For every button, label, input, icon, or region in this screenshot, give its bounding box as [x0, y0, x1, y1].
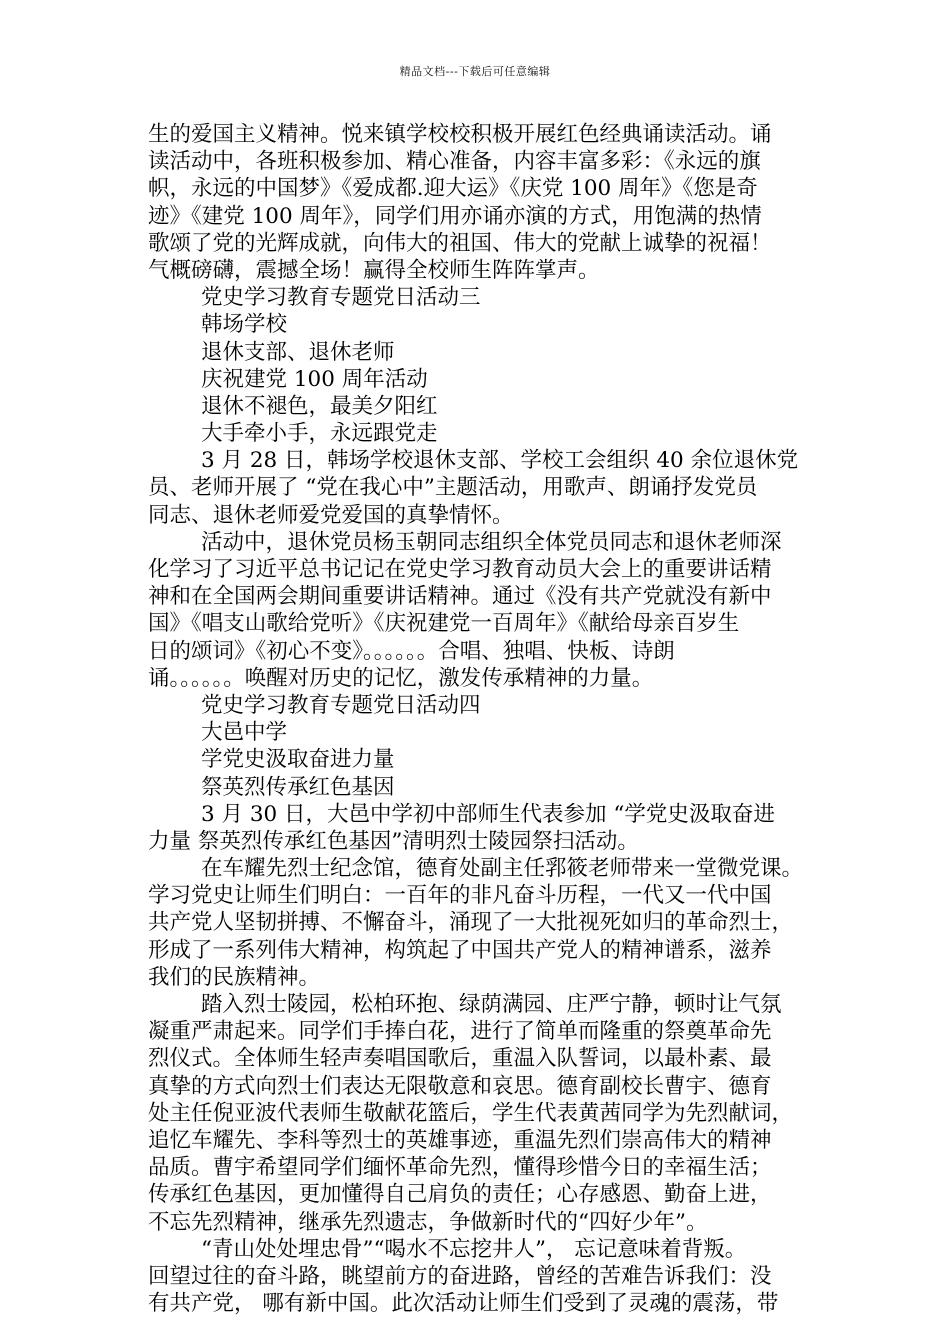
text-line: 党史学习教育专题党日活动三	[201, 285, 481, 311]
text-line: 形成了一系列伟大精神，构筑起了中国共产党人的精神谱系，滋养	[148, 937, 772, 963]
text-line: 凝重严肃起来。同学们手捧白花，进行了简单而隆重的祭奠革命先	[148, 1019, 772, 1045]
text-line: 化学习了习近平总书记记在党史学习教育动员大会上的重要讲话精	[148, 557, 772, 582]
text-line: 真挚的方式向烈士们表达无限敬意和哀思。德育副校长曹宇、德育	[148, 1073, 772, 1099]
text-line: 力量 祭英烈传承红色基因”清明烈士陵园祭扫活动。	[148, 828, 639, 854]
text-line: 共产党人坚韧拼搏、不懈奋斗，涌现了一大批视死如归的革命烈士，	[148, 910, 794, 936]
text-line: 处主任倪亚波代表师生敬献花篮后，学生代表黄茜同学为先烈献词，	[148, 1100, 794, 1126]
text-line: 同志、退休老师爱党爱国的真挚情怀。	[148, 502, 514, 528]
text-line: 读活动中，各班积极参加、精心准备，内容丰富多彩：《永远的旗	[148, 149, 761, 175]
text-line: 韩场学校	[201, 312, 288, 338]
text-line: “青山处处埋忠骨”“喝水不忘挖井人”， 忘记意味着背叛。	[201, 1236, 747, 1262]
text-line: 学习党史让师生们明白：一百年的非凡奋斗历程，一代又一代中国	[148, 883, 772, 909]
page-header: 精品文档---下载后可任意编辑	[399, 65, 551, 78]
text-line: 气概磅礴，震撼全场！赢得全校师生阵阵掌声。	[148, 257, 600, 283]
text-line: 有共产党， 哪有新中国。此次活动让师生们受到了灵魂的震荡，带	[148, 1291, 779, 1317]
text-line: 祭英烈传承红色基因	[201, 774, 395, 800]
text-line: 退休不褪色，最美夕阳红	[201, 393, 438, 419]
text-line: 烈仪式。全体师生轻声奏唱国歌后，重温入队誓词，以最朴素、最	[148, 1046, 772, 1072]
text-line: 品质。曹宇希望同学们缅怀革命先烈，懂得珍惜今日的幸福生活；	[148, 1155, 772, 1181]
text-line: 我们的民族精神。	[148, 964, 321, 990]
text-line: 传承红色基因，更加懂得自己肩负的责任；心存感恩、勤奋上进，	[148, 1182, 772, 1208]
text-line: 诵。。。。。。唤醒对历史的记忆，激发传承精神的力量。	[148, 665, 654, 691]
text-line: 回望过往的奋斗路，眺望前方的奋进路，曾经的苦难告诉我们：没	[148, 1263, 772, 1289]
text-line: 踏入烈士陵园，松柏环抱、绿荫满园、庄严宁静，顿时让气氛	[201, 992, 782, 1017]
text-line: 国》《唱支山歌给党听》《庆祝建党一百周年》《献给母亲百岁生	[148, 611, 740, 637]
text-line: 退休支部、退休老师	[201, 339, 395, 365]
document-body	[148, 121, 808, 1317]
text-line: 大手牵小手，永远跟党走	[201, 421, 438, 447]
text-line: 学党史汲取奋进力量	[201, 747, 395, 773]
text-line: 3 月 30 日，大邑中学初中部师生代表参加 “学党史汲取奋进	[201, 801, 775, 827]
text-line: 员、老师开展了 “党在我心中”主题活动，用歌声、朗诵抒发党员	[148, 475, 758, 501]
text-line: 歌颂了党的光辉成就，向伟大的祖国、伟大的党献上诚挚的祝福！	[148, 230, 772, 256]
text-line: 庆祝建党 100 周年活动	[201, 366, 428, 392]
text-line: 日的颂词》《初心不变》。。。。。。合唱、独唱、快板、诗朗	[148, 638, 675, 664]
text-line: 生的爱国主义精神。悦来镇学校校积极开展红色经典诵读活动。诵	[148, 122, 772, 147]
text-line: 迹》《建党 100 周年》，同学们用亦诵亦演的方式，用饱满的热情	[148, 203, 762, 229]
text-line: 党史学习教育专题党日活动四	[201, 692, 481, 718]
text-line: 在车耀先烈士纪念馆，德育处副主任郛筱老师带来一堂微党课。	[201, 856, 804, 882]
text-line: 不忘先烈精神，继承先烈遗志，争做新时代的“四好少年”。	[148, 1209, 708, 1235]
text-line: 3 月 28 日，韩场学校退休支部、学校工会组织 40 余位退休党	[201, 448, 799, 474]
text-line: 活动中，退休党员杨玉朝同志组织全体党员同志和退休老师深	[201, 529, 782, 555]
text-line: 神和在全国两会期间重要讲话精神。通过《没有共产党就没有新中	[148, 584, 772, 610]
text-line: 追忆车耀先、李科等烈士的英雄事迹，重温先烈们崇高伟大的精神	[148, 1127, 772, 1153]
text-line: 大邑中学	[201, 720, 288, 746]
text-line: 帜，永远的中国梦》《爱成都.迎大运》《庆党 100 周年》《您是奇	[148, 176, 758, 202]
